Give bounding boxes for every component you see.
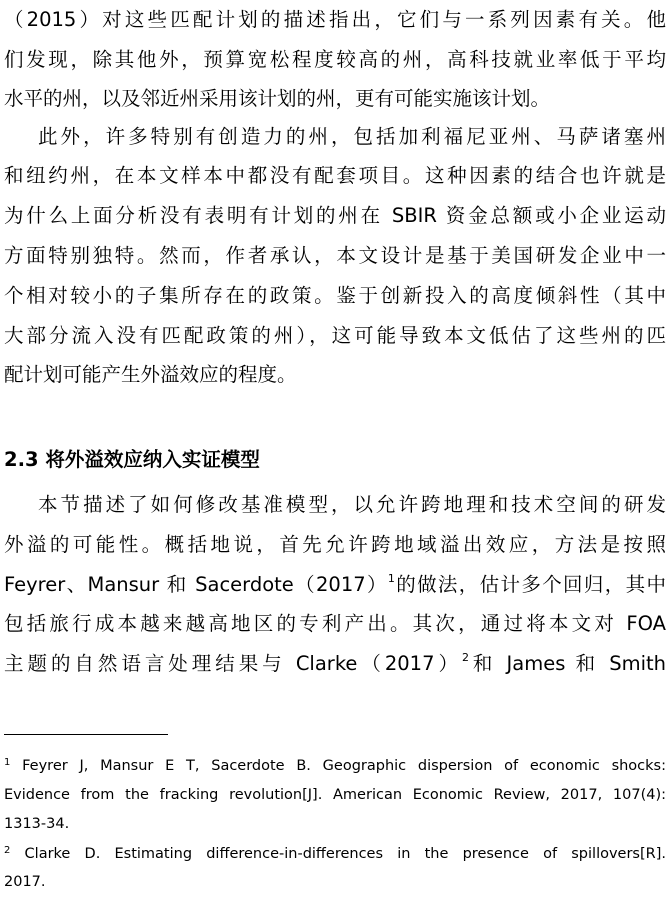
body-line: 本节描述了如何修改基准模型，以允许跨地理和技术空间的研发: [38, 493, 666, 516]
footnote-line: [4, 840, 666, 869]
body-line: 和纽约州，在本文样本中都没有配套项目。这种因素的结合也许就是: [4, 164, 666, 187]
body-text: 主题的自然语言处理结果与 Clarke（2017）: [4, 652, 462, 675]
footnote-number: 1: [4, 757, 11, 768]
footnote-text: Feyrer J, Mansur E T, Sacerdote B. Geographic dispersion of economic shocks:: [10, 758, 666, 774]
section-heading: 2.3 将外溢效应纳入实证模型: [4, 448, 260, 471]
body-line: 方面特别独特。然而，作者承认，本文设计是基于美国研发企业中一: [4, 244, 666, 267]
body-line: 此外，许多特别有创造力的州，包括加利福尼亚州、马萨诸塞州: [38, 125, 666, 148]
body-line: 为什么上面分析没有表明有计划的州在 SBIR 资金总额或小企业运动: [4, 204, 666, 227]
footnote-line: [4, 752, 666, 781]
body-line: 大部分流入没有匹配政策的州），这可能导致本文低估了这些州的匹: [4, 324, 666, 347]
footnote-marker[interactable]: 1: [387, 572, 395, 585]
body-line: 外溢的可能性。概括地说，首先允许跨地域溢出效应，方法是按照: [4, 533, 666, 556]
footnote-number: 2: [4, 845, 11, 856]
footnote-line: 1313-34.: [4, 816, 70, 832]
footnote-text: Clarke D. Estimating difference-in-differences in the presence of spillovers[R].: [10, 846, 666, 862]
body-line: [4, 565, 666, 605]
body-line: 个相对较小的子集所存在的政策。鉴于创新投入的高度倾斜性（其中: [4, 284, 666, 307]
body-line: （2015）对这些匹配计划的描述指出，它们与一系列因素有关。他: [4, 8, 666, 31]
citation-text: Feyrer、Mansur 和 Sacerdote（2017）: [4, 573, 388, 596]
footnote-line: 2017.: [4, 874, 46, 890]
body-line: 配计划可能产生外溢效应的程度。: [4, 363, 297, 386]
body-text: 和 James 和 Smith: [468, 652, 666, 675]
body-text: 的做法，估计多个回归，其中: [394, 573, 666, 596]
body-line: [4, 644, 666, 684]
footnote-marker[interactable]: 2: [461, 651, 469, 664]
body-line: 包括旅行成本越来越高地区的专利产出。其次，通过将本文对 FOA: [4, 612, 666, 635]
body-line: 们发现，除其他外，预算宽松程度较高的州，高科技就业率低于平均: [4, 48, 666, 71]
footnote-line: Evidence from the fracking revolution[J]. American Economic Review, 2017, 107(4):: [4, 787, 666, 803]
body-line: 水平的州，以及邻近州采用该计划的州，更有可能实施该计划。: [4, 87, 551, 110]
footnote-separator: [4, 734, 168, 735]
